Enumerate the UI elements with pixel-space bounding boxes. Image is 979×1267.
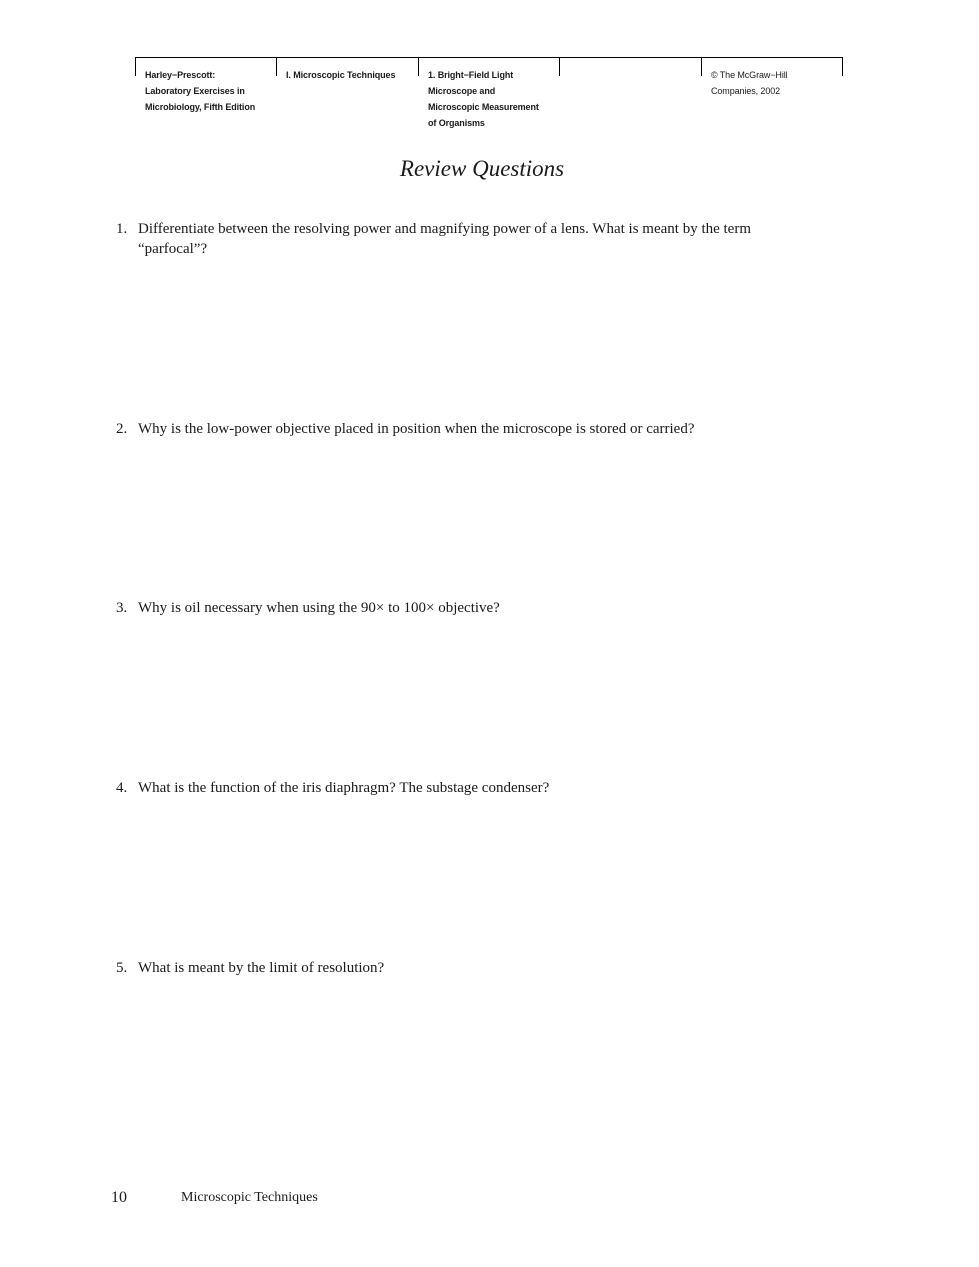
- question-item: [116, 598, 816, 618]
- header-line: of Organisms: [428, 118, 485, 128]
- question-number: 2.: [116, 421, 128, 437]
- header-book-title: [145, 67, 255, 115]
- header-divider: [418, 58, 419, 76]
- header-chapter-title: [428, 67, 539, 131]
- question-number: 1.: [116, 221, 128, 237]
- header-divider: [842, 58, 843, 76]
- question-number: 5.: [116, 960, 128, 976]
- header-line: Microbiology, Fifth Edition: [145, 102, 256, 112]
- question-item: [116, 958, 816, 978]
- question-text: What is the function of the iris diaphragm? The substage condenser?: [138, 780, 550, 796]
- header-divider: [701, 58, 702, 76]
- header-line: Harley−Prescott:: [145, 70, 216, 80]
- page-number: 10: [111, 1189, 127, 1206]
- page-title: Review Questions: [399, 156, 565, 181]
- header-copyright: [711, 67, 788, 99]
- footer-section-name: Microscopic Techniques: [181, 1190, 318, 1205]
- header-divider: [135, 58, 136, 76]
- question-item: [116, 778, 816, 798]
- header-line: Microscopic Measurement: [428, 102, 539, 112]
- header-divider: [559, 58, 560, 76]
- header-divider: [276, 58, 277, 76]
- header-line: Laboratory Exercises in: [145, 86, 245, 96]
- question-text: Why is the low-power objective placed in position when the microscope is stored or carried?: [138, 421, 695, 437]
- header-part-title: [286, 67, 395, 83]
- question-text: What is meant by the limit of resolution?: [138, 960, 385, 976]
- question-item: [116, 219, 816, 259]
- running-header: [135, 57, 843, 138]
- question-number: 3.: [116, 600, 128, 616]
- question-text: Differentiate between the resolving power and magnifying power of a lens. What is meant by the term “parfocal”?: [138, 221, 752, 257]
- header-line: I. Microscopic Techniques: [286, 70, 396, 80]
- question-text: Why is oil necessary when using the 90× to 100× objective?: [138, 600, 500, 616]
- question-item: [116, 419, 816, 439]
- header-line: Companies, 2002: [711, 86, 781, 96]
- header-line: 1. Bright−Field Light: [428, 70, 514, 80]
- question-number: 4.: [116, 780, 128, 796]
- header-line: Microscope and: [428, 86, 496, 96]
- header-line: © The McGraw−Hill: [711, 70, 788, 80]
